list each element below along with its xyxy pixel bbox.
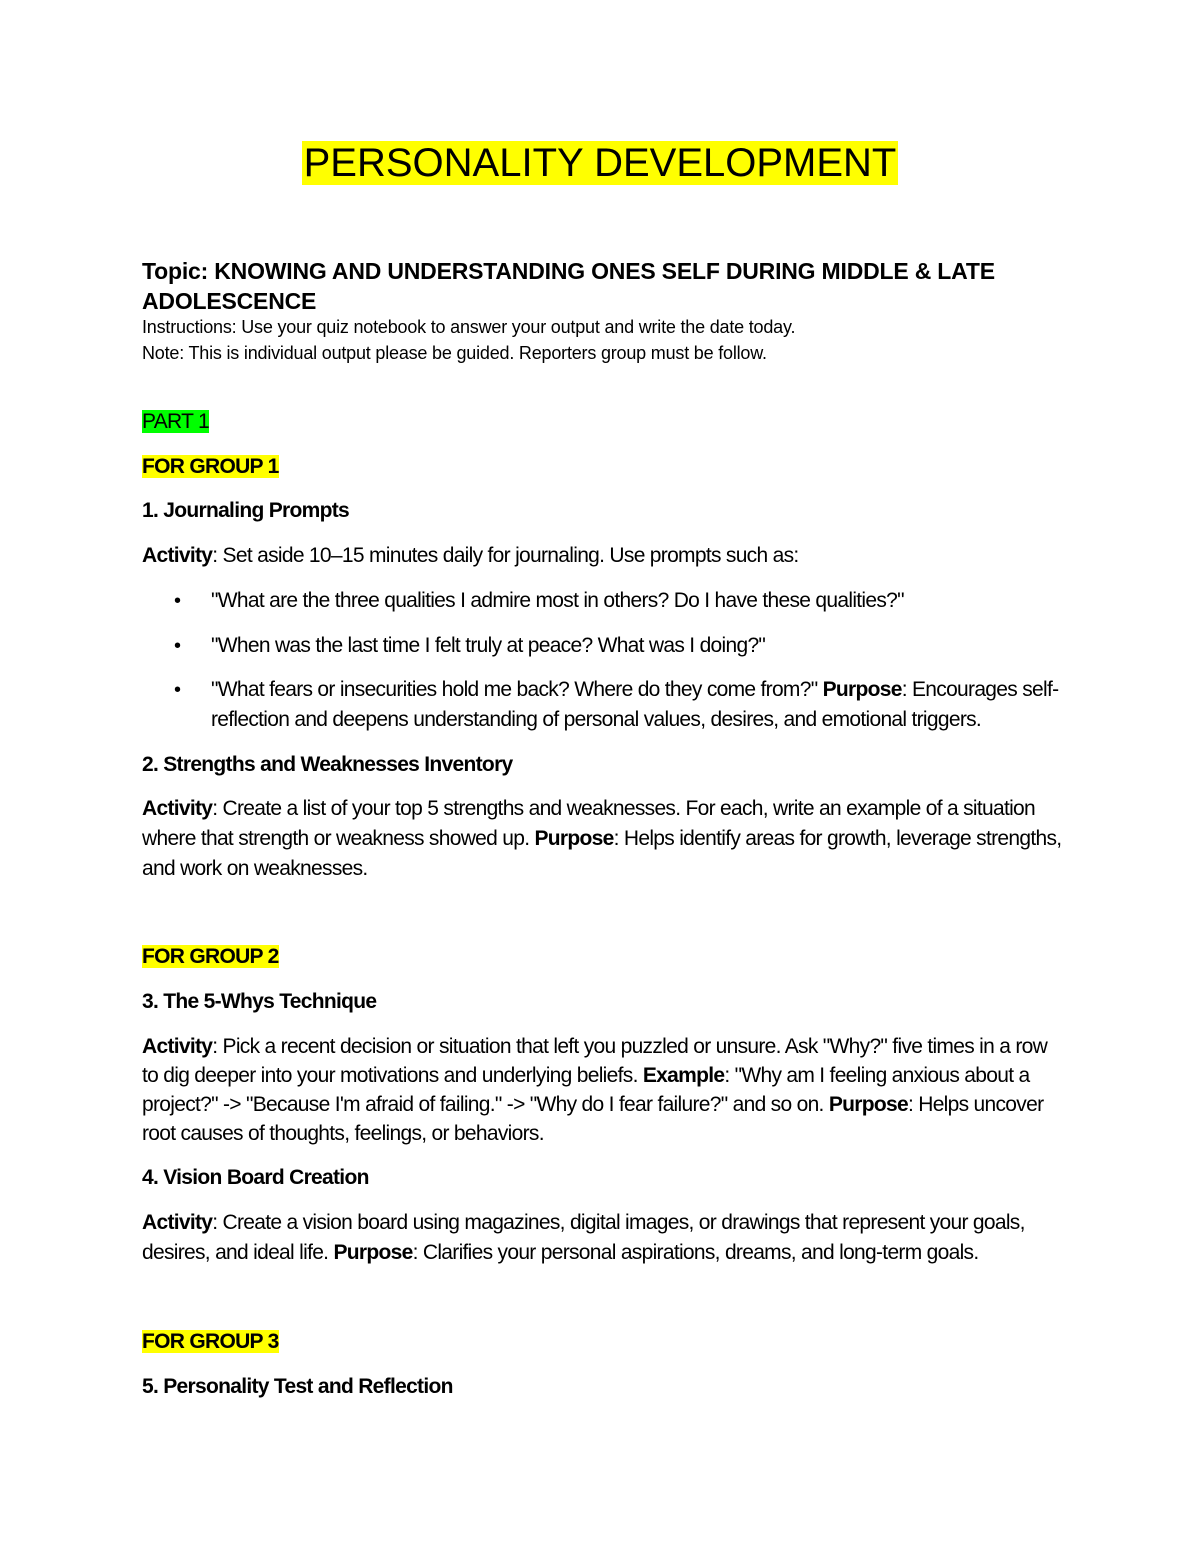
group-2-heading: FOR GROUP 2 [142,945,279,968]
item-4-line-1: Activity: Create a vision board using magazines, digital images, or drawings that represent your goals, [142,1211,1025,1234]
item-3-line-4: root causes of thoughts, feelings, or behaviors. [142,1122,544,1145]
bullet-icon: • [174,635,182,657]
item-4-title: 4. Vision Board Creation [142,1166,369,1189]
bullet-item-3: "What fears or insecurities hold me back? Where do they come from?" Purpose: Encourages self- [211,678,1059,701]
bullet-item-1: "What are the three qualities I admire most in others? Do I have these qualities?" [211,589,904,612]
bullet-icon: • [174,590,182,612]
item-2-line-3: and work on weaknesses. [142,857,368,880]
group-1-heading: FOR GROUP 1 [142,455,279,478]
instructions-text: Instructions: Use your quiz notebook to answer your output and write the date today. [142,317,796,337]
item-2-title: 2. Strengths and Weaknesses Inventory [142,753,513,776]
item-3-title: 3. The 5-Whys Technique [142,990,377,1013]
bullet-icon: • [174,679,182,701]
item-2-line-2: where that strength or weakness showed up. Purpose: Helps identify areas for growth, leverage strengths, [142,827,1062,850]
topic-heading: Topic: KNOWING AND UNDERSTANDING ONES SELF DURING MIDDLE & LATE [142,258,995,284]
bullet-item-3-continued: reflection and deepens understanding of personal values, desires, and emotional triggers. [211,708,982,731]
bullet-item-2: "When was the last time I felt truly at peace? What was I doing?" [211,634,766,657]
item-3-line-1: Activity: Pick a recent decision or situation that left you puzzled or unsure. Ask "Why?" five times in a row [142,1035,1048,1058]
item-5-title: 5. Personality Test and Reflection [142,1375,453,1398]
part-label: PART 1 [142,410,210,433]
item-2-line-1: Activity: Create a list of your top 5 strengths and weaknesses. For each, write an example of a situation [142,797,1035,820]
group-3-heading: FOR GROUP 3 [142,1330,279,1353]
document-title: PERSONALITY DEVELOPMENT [303,141,897,185]
item-1-title: 1. Journaling Prompts [142,499,349,522]
note-text: Note: This is individual output please be guided. Reporters group must be follow. [142,343,767,363]
topic-heading-continued: ADOLESCENCE [142,288,317,314]
item-3-line-3: project?" -> "Because I'm afraid of failing." -> "Why do I fear failure?" and so on. Purpose: Helps uncover [142,1093,1044,1116]
item-1-activity: Activity: Set aside 10–15 minutes daily for journaling. Use prompts such as: [142,544,799,567]
item-4-line-2: desires, and ideal life. Purpose: Clarifies your personal aspirations, dreams, and long-term goals. [142,1241,979,1264]
item-3-line-2: to dig deeper into your motivations and underlying beliefs. Example: "Why am I feeling anxious about a [142,1064,1030,1087]
